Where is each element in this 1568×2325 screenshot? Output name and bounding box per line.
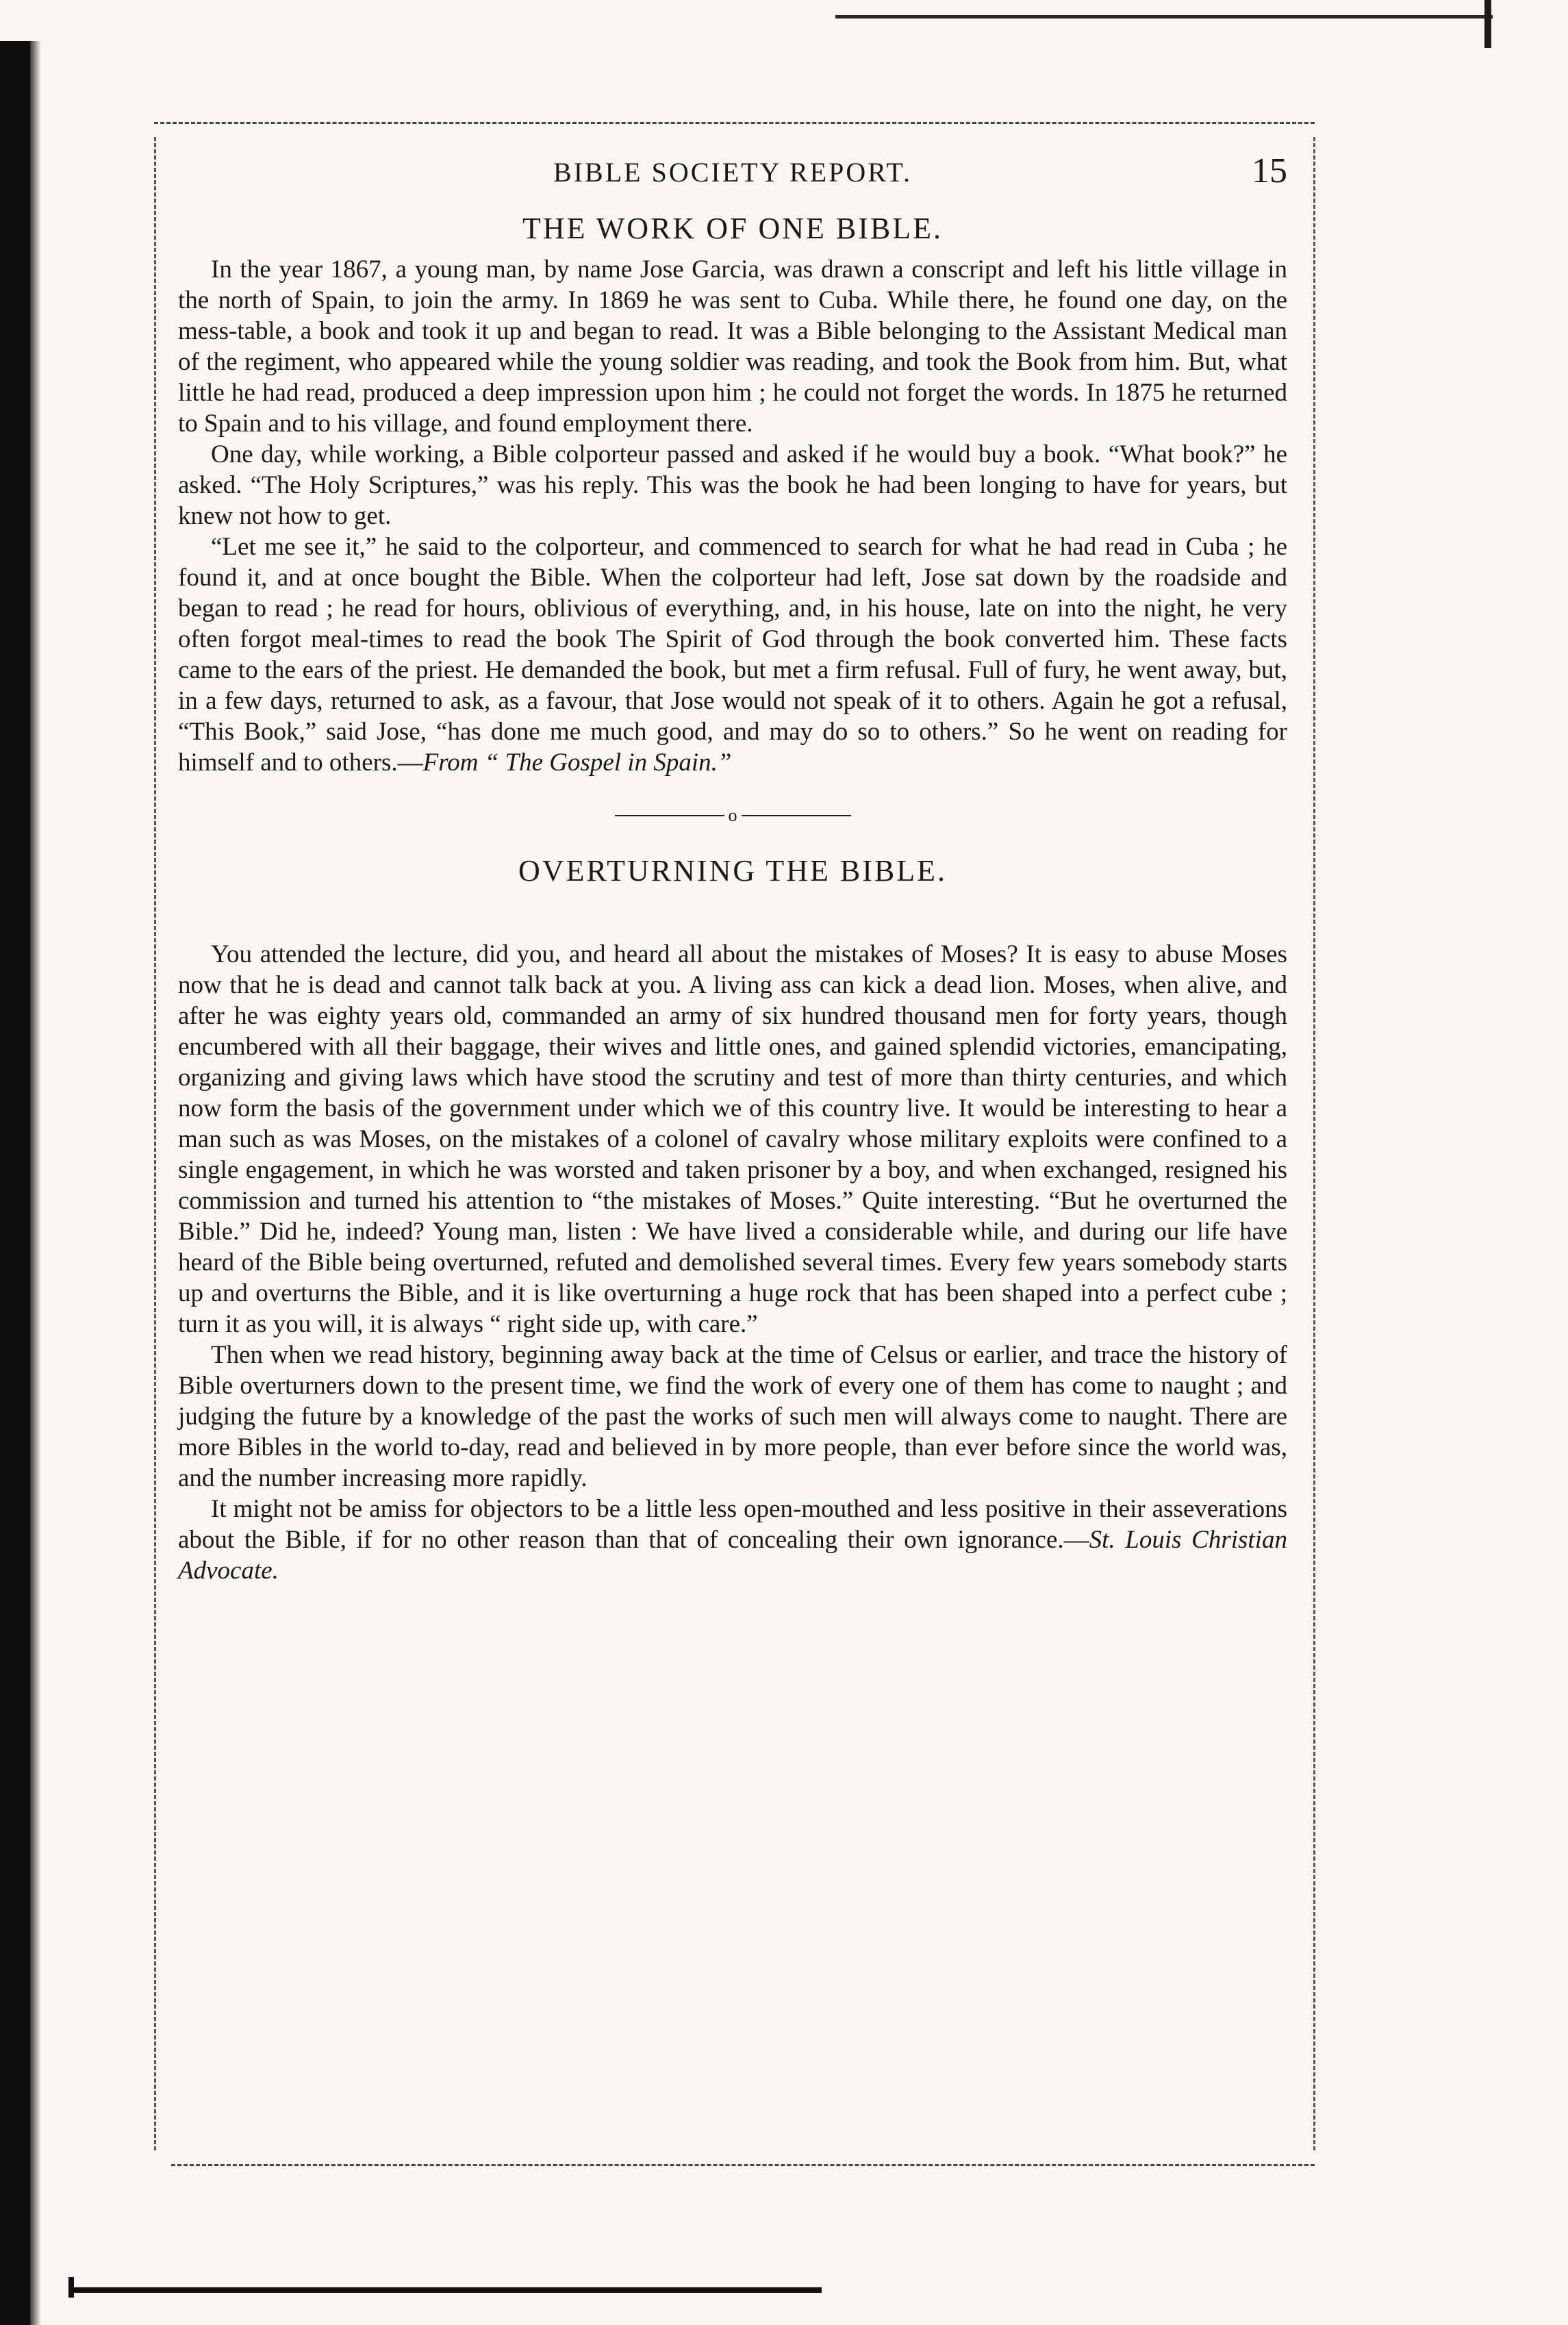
- scan-top-edge: [835, 15, 1493, 18]
- divider-ornament: o: [728, 805, 737, 825]
- section-divider: [178, 805, 1287, 826]
- paragraph: In the year 1867, a young man, by name Jose Garcia, was drawn a conscript and left his little village in the north of Spain, to join the army. In 1869 he was sent to Cuba. While there, he found one day, on the mess-table, a book and took it up and began to read. It was a Bible belonging to the Assistant Medical man of the regiment, who appeared while the young soldier was reading, and took the Book from him. But, what little he had read, produced a deep impression upon him ; he could not forget the words. In 1875 he returned to Spain and to his village, and found employment there.: [178, 255, 1287, 438]
- paragraph: Then when we read history, beginning away back at the time of Celsus or earlier, and trace the history of Bible overturners down to the present time, we find the work of every one of them has come to naught ; and judging the future by a knowledge of the past the works of such men will always come to naught. There are more Bibles in the world to-day, read and believed in by more people, than ever before since the world was, and the number increasing more rapidly.: [178, 1341, 1287, 1492]
- binding-shadow: [0, 41, 30, 2325]
- scan-corner-mark: [1484, 0, 1491, 48]
- running-header: [178, 151, 1287, 199]
- paragraph-text: “Let me see it,” he said to the colporteur, and commenced to search for what he had read in Cuba ; he found it, and at once bought the Bible. When the colporteur had left, Jose sat down by the roadside and began to read ; he read for hours, oblivious of everything, and, in his house, late on into the night, he very often forgot meal-times to read the book The Spirit of God through the book converted him. These facts came to the ears of the priest. He demanded the book, but met a firm refusal. Full of fury, he went away, but, in a few days, returned to ask, as a favour, that Jose would not speak of it to others. Again he got a refusal, “This Book,” said Jose, “has done me much good, and may do so to others.” So he went on reading for himself and to others.—: [178, 533, 1287, 777]
- article-work-of-one-bible: [178, 211, 1287, 778]
- scan-bottom-edge: [68, 2287, 822, 2293]
- source-citation: “ The Gospel in Spain.”: [484, 749, 732, 777]
- frame-right-rule: [1313, 137, 1315, 2150]
- frame-left-rule: [154, 137, 156, 2150]
- scan-bottom-mark: [68, 2277, 74, 2298]
- paragraph: [178, 1494, 1287, 1586]
- page-content: [178, 151, 1287, 1586]
- source-prefix: From: [422, 749, 479, 777]
- article-overturning-the-bible: [178, 853, 1287, 1586]
- running-title: BIBLE SOCIETY REPORT.: [553, 157, 912, 188]
- paragraph: [178, 531, 1287, 778]
- binding-gradient: [30, 41, 41, 2325]
- frame-top-rule: [154, 122, 1315, 124]
- paragraph: You attended the lecture, did you, and heard all about the mistakes of Moses? It is easy to abuse Moses now that he is dead and cannot talk back at you. A living ass can kick a dead lion. Moses, when alive, and after he was eighty years old, commanded an army of six hundred thousand men for forty years, though encumbered with all their baggage, their wives and little ones, and gained splendid victories, emancipating, organizing and giving laws which have stood the scrutiny and test of more than thirty centuries, and which now form the basis of the government under which we of this country live. It would be interesting to hear a man such as was Moses, on the mistakes of a colonel of cavalry whose military exploits were confined to a single engagement, in which he was worsted and taken prisoner by a boy, and when exchanged, resigned his commission and turned his attention to “the mistakes of Moses.” Quite interesting. “But he overturned the Bible.” Did he, indeed? Young man, listen : We have lived a considerable while, and during our life have heard of the Bible being overturned, refuted and demolished several times. Every few years somebody starts up and overturns the Bible, and it is like overturning a huge rock that has been shaped into a perfect cube ; turn it as you will, it is always “ right side up, with care.”: [178, 940, 1287, 1338]
- article-title: THE WORK OF ONE BIBLE.: [522, 212, 943, 245]
- article-title: OVERTURNING THE BIBLE.: [518, 854, 947, 888]
- paragraph: One day, while working, a Bible colporteur passed and asked if he would buy a book. “What book?” he asked. “The Holy Scriptures,” was his reply. This was the book he had been longing to have for years, but knew not how to get.: [178, 440, 1287, 530]
- divider-line-right: [742, 815, 851, 816]
- frame-bottom-rule: [171, 2164, 1315, 2166]
- source-citation: St. Louis Christian Advocate.: [178, 1526, 1287, 1585]
- divider-line-left: [615, 815, 724, 816]
- paragraph-text: It might not be amiss for objectors to be a little less open-mouthed and less positive in their asseverations about the Bible, if for no other reason than that of concealing their own ignorance.—: [178, 1495, 1287, 1554]
- page-number: 15: [1252, 151, 1287, 190]
